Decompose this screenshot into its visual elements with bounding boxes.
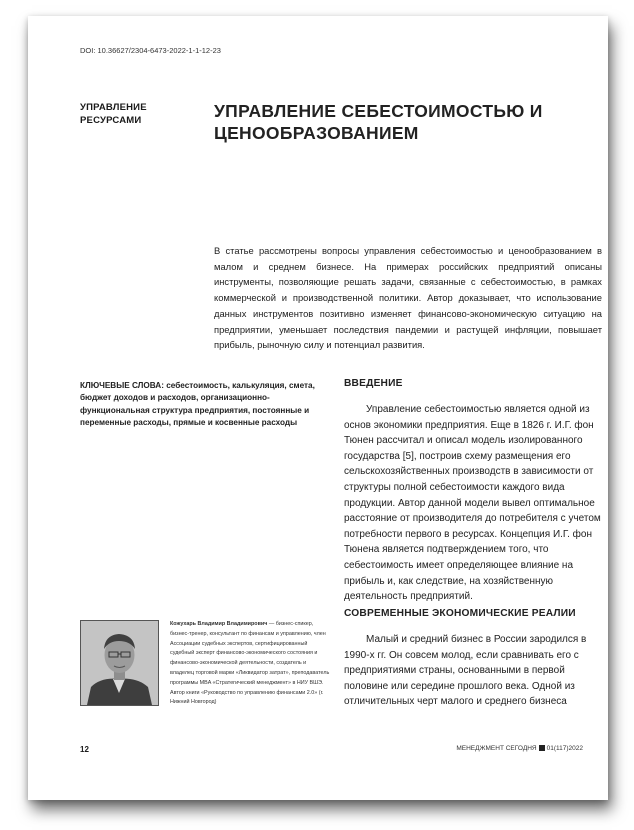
author-bio-text: — бизнес-спикер, бизнес-тренер, консультант по финансам и управлению, член Ассоциации судебных экспертов, сертифицированный судебный эксперт финансово-экономического состояния и финансово-экономической деятельности, создатель и владелец торговой марки «Ликвидатор затрат», преподаватель программы MBA «Стратегический менеджмент» в НИУ ВШЭ. Автор книги «Руководство по управлению финансами 2.0» (г. Нижний Новгород): [170, 621, 330, 706]
doi: DOI: 10.36627/2304-6473-2022-1-1-12-23: [80, 46, 221, 55]
issue-number: 01(117)2022: [546, 745, 583, 753]
abstract: В статье рассмотрены вопросы управления себестоимостью и ценообразованием в малом и среднем бизнесе. На примерах российских предприятий описаны инструменты, позволяющие решать задачи, связанные с себестоимостью, в рамках коммерческой и производственной политики. Автор доказывает, что использование данных инструментов позитивно изменяет финансово-экономическую ситуацию на предприятии, уменьшает последствия пандемии и растущей инфляции, повышает прибыль, рыночную силу и потенциал развития.: [214, 245, 602, 351]
author-photo: [80, 620, 159, 706]
modern-text: Малый и средний бизнес в России зародился в 1990-х гг. Он совсем молод, если сравнивать его с предприятиями страны, основанными в первой половине или середине прошлого века. Одной из отличительных черт малого и среднего бизнеса: [344, 634, 587, 708]
modern-heading: СОВРЕМЕННЫЕ ЭКОНОМИЧЕСКИЕ РЕАЛИИ: [344, 608, 576, 619]
square-separator-icon: [539, 745, 545, 751]
journal-footer: [456, 745, 583, 752]
author-name: Кожухарь Владимир Владимирович: [170, 621, 268, 627]
page-number: 12: [80, 745, 89, 754]
author-bio: [170, 620, 330, 708]
keywords-label: КЛЮЧЕВЫЕ СЛОВА:: [80, 381, 164, 390]
intro-text: Управление себестоимостью является одной из основ экономики предприятия. Еще в 1826 г. И.Г. фон Тюнен рассчитал и описал модель изолированного государства [5], построив схему размещения его сельскохозяйственных производств в зависимости от структуры полной себестоимости каждого вида продукции. Автор данной модели вывел оптимальное расстояние от производителя до потребителя с учетом потребности первого в ресурсах. Концепция И.Г. фон Тюнена является подтверждением того, что себестоимость имеет определяющее влияние на прибыль и, как следствие, на хозяйственную деятельность предприятий.: [344, 404, 601, 603]
keywords-text: себестоимость, калькуляция, смета, бюджет доходов и расходов, организационно-функциональная структура предприятия, постоянные и переменные расходы, прямые и косвенные расходы: [80, 381, 315, 428]
intro-heading: ВВЕДЕНИЕ: [344, 378, 403, 389]
journal-page: [28, 16, 608, 800]
article-title: УПРАВЛЕНИЕ СЕБЕСТОИМОСТЬЮ И ЦЕНООБРАЗОВАНИЕМ: [214, 101, 543, 143]
keywords: [80, 380, 325, 430]
journal-name: МЕНЕДЖМЕНТ СЕГОДНЯ: [456, 745, 537, 753]
section-tag: УПРАВЛЕНИЕ РЕСУРСАМИ: [80, 102, 147, 126]
